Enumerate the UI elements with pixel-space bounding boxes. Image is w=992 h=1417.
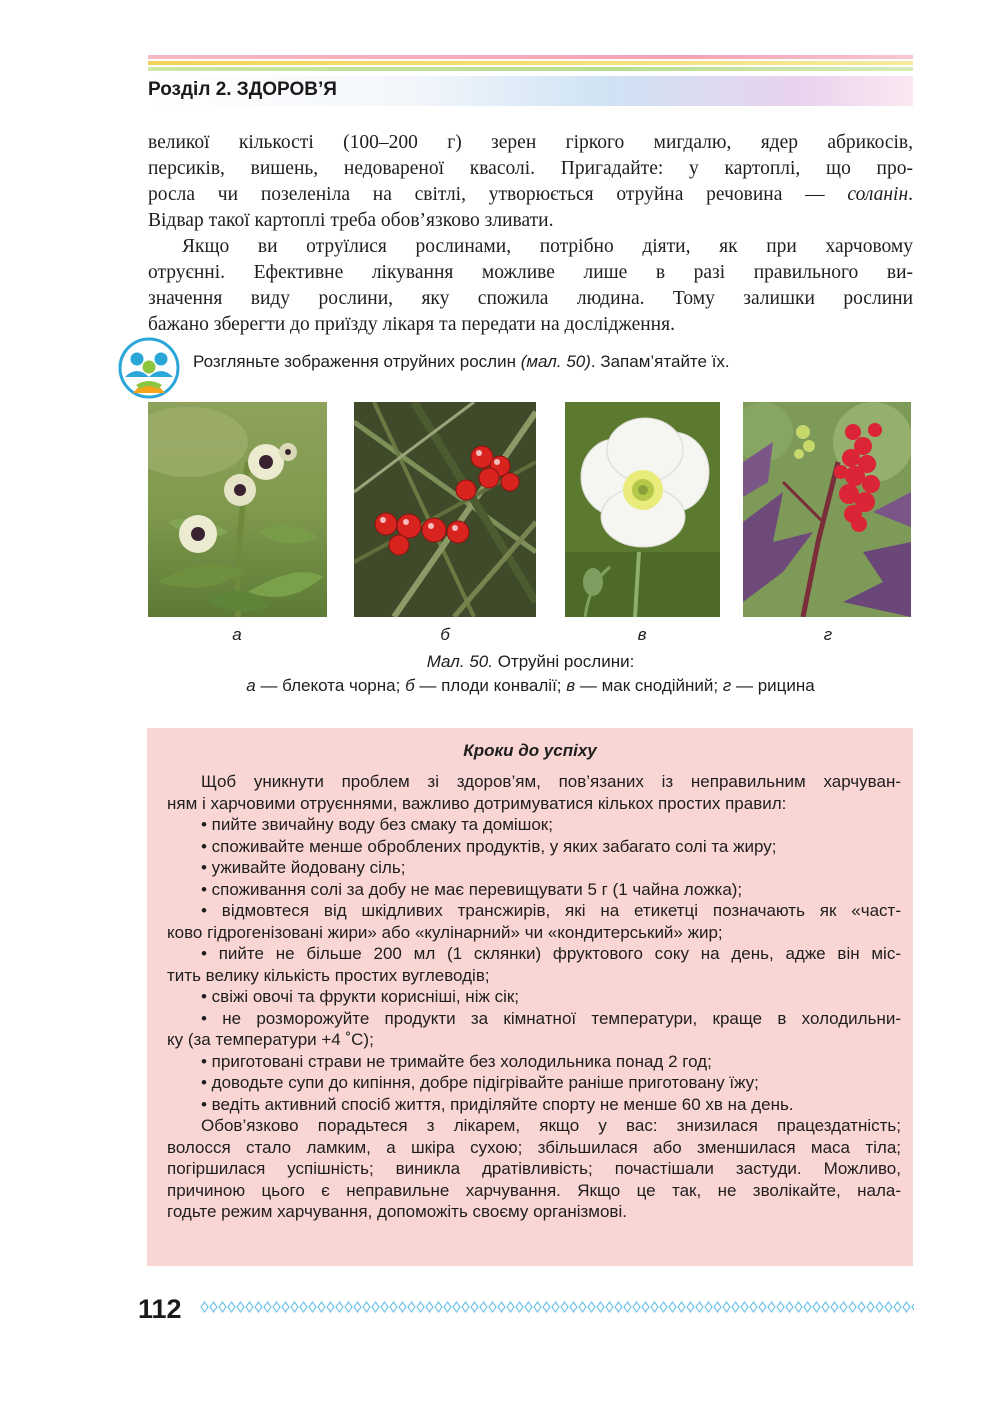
text-line: Якщо ви отруїлися рослинами, потрібно діяти, як при харчовому bbox=[182, 236, 913, 257]
figure-caption-title: Отруйні рослини: bbox=[492, 652, 635, 671]
legend-letter: в bbox=[566, 676, 576, 695]
tips-box-title: Кроки до успіху bbox=[463, 741, 597, 760]
photo-poppy bbox=[565, 402, 720, 617]
poisoning-paragraph bbox=[148, 234, 913, 338]
legend-text: — мак снодійний; bbox=[575, 676, 723, 695]
photo-label-d: г bbox=[823, 625, 833, 644]
figure-legend bbox=[148, 676, 913, 696]
tips-line: волосся стало ламким, а шкіра сухою; збільшилася або зменшилася маса тіла; bbox=[167, 1137, 901, 1157]
tips-bullet: • доводьте супи до кипіння, добре підігрівайте раніше приготовану їжу; bbox=[201, 1073, 759, 1092]
photo-lily-berries bbox=[354, 402, 536, 617]
tips-bullet-cont: тить велику кількість простих вуглеводів; bbox=[167, 965, 490, 985]
photo-label-a: а bbox=[232, 625, 242, 644]
task-text-end: . Запам’ятайте їх. bbox=[590, 352, 730, 371]
photo-henbane bbox=[148, 402, 327, 617]
ornament-divider bbox=[200, 1300, 914, 1314]
tips-line: ням і харчовими отруєннями, важливо дотримуватися кількох простих правил: bbox=[167, 793, 787, 813]
tips-line: причиною цього є неправильне харчування. Якщо це так, не зволікайте, нала- bbox=[167, 1180, 901, 1200]
page-number: 112 bbox=[138, 1294, 182, 1324]
tips-bullet-cont: ку (за температури +4 ˚С); bbox=[167, 1030, 374, 1049]
text-line: бажано зберегти до приїзду лікаря та передати на дослідження. bbox=[148, 314, 675, 335]
tips-bullet: • ведіть активний спосіб життя, приділяйте спорту не менше 60 хв на день. bbox=[201, 1094, 794, 1114]
tips-line: годьте режим харчування, допоможіть своєму організмові. bbox=[167, 1202, 627, 1221]
tips-bullet: • свіжі овочі та фрукти корисніші, ніж сік; bbox=[201, 987, 520, 1006]
figure-caption bbox=[148, 652, 913, 672]
legend-text: — рицина bbox=[731, 676, 815, 695]
tips-line: Щоб уникнути проблем зі здоров’ям, пов’язаних із неправильним харчуван- bbox=[201, 772, 901, 791]
header-stripe-green bbox=[148, 67, 913, 71]
intro-paragraph bbox=[148, 130, 913, 234]
text-line: отруєнні. Ефективне лікування можливе лише в разі правильного ви- bbox=[148, 262, 913, 283]
text-line: Відвар такої картоплі треба обов’язково зливати. bbox=[148, 210, 554, 231]
task-text: Розгляньте зображення отруйних рослин bbox=[193, 352, 521, 371]
figure-caption-ref: Мал. 50. bbox=[426, 652, 493, 671]
tips-line: Обов’язково порадьтеся з лікарем, якщо у вас: знизилася працездатність; bbox=[201, 1116, 901, 1135]
legend-text: — блекота чорна; bbox=[255, 676, 406, 695]
tips-bullet: • споживання солі за добу не має перевищувати 5 г (1 чайна ложка); bbox=[201, 879, 743, 899]
header-stripe-yellow bbox=[148, 61, 913, 65]
tips-bullet: • приготовані страви не тримайте без холодильника понад 2 год; bbox=[201, 1051, 712, 1071]
header-stripes bbox=[148, 55, 913, 73]
legend-letter: г bbox=[722, 676, 732, 695]
tips-bullet-cont: ково гідрогенізовані жири» або «кулінарний» чи «кондитерський» жир; bbox=[167, 922, 723, 942]
tips-bullet: • споживайте менше оброблених продуктів, у яких забагато солі та жиру; bbox=[201, 836, 777, 856]
tips-box-body bbox=[167, 771, 901, 1223]
legend-text: — плоди конвалії; bbox=[414, 676, 567, 695]
text-fragment: росла чи позеленіла на світлі, утворюється отруйна речовина — bbox=[148, 184, 825, 205]
section-title: Розділ 2. ЗДОРОВ’Я bbox=[148, 79, 337, 100]
tips-bullet: • не розморожуйте продукти за кімнатної температури, краще в холодильни- bbox=[201, 1008, 901, 1028]
group-work-icon bbox=[118, 337, 180, 399]
term-solanin: соланін bbox=[847, 184, 909, 205]
text-line: персиків, вишень, недовареної квасолі. Пригадайте: у картоплі, що про- bbox=[148, 158, 913, 179]
tips-bullet: • пийте не більше 200 мл (1 склянки) фруктового соку на день, адже він міс- bbox=[201, 944, 901, 963]
figure-reference: (мал. 50) bbox=[520, 352, 591, 371]
tips-line: погіршилася успішність; виникла дратівливість; почастішали застуди. Можливо, bbox=[167, 1159, 901, 1178]
text-line bbox=[148, 182, 913, 208]
text-fragment: . bbox=[908, 184, 913, 205]
tips-bullet: • відмовтеся від шкідливих трансжирів, які на етикетці позначають як «част- bbox=[201, 901, 901, 920]
legend-letter: а bbox=[246, 676, 256, 695]
task-instruction bbox=[193, 352, 730, 372]
tips-bullet: • уживайте йодовану сіль; bbox=[201, 858, 406, 877]
text-line: значення виду рослини, яку спожила людина. Тому залишки рослини bbox=[148, 288, 913, 309]
photo-label-b: б bbox=[440, 625, 450, 644]
text-line: великої кількості (100–200 г) зерен гіркого мигдалю, ядер абрикосів, bbox=[148, 132, 913, 153]
photo-label-c: в bbox=[637, 625, 647, 644]
header-stripe-pink bbox=[148, 55, 913, 59]
legend-letter: б bbox=[405, 676, 415, 695]
tips-bullet: • пийте звичайну воду без смаку та домішок; bbox=[201, 815, 553, 834]
photo-castor-bean bbox=[743, 402, 911, 617]
